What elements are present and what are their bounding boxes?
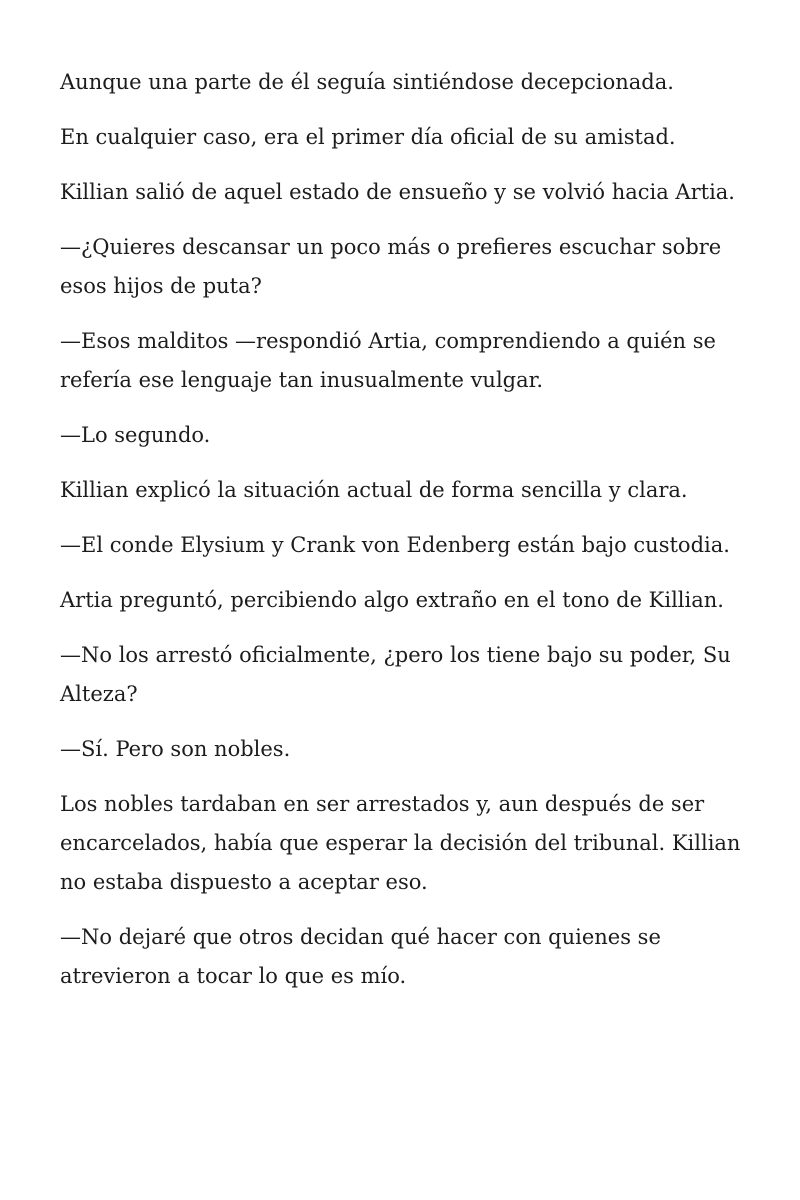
paragraph: —No dejaré que otros decidan qué hacer con quienes se atrevieron a tocar lo que es mío. [60,925,661,988]
paragraph: Artia preguntó, percibiendo algo extraño en el tono de Killian. [60,588,724,612]
paragraph: Killian salió de aquel estado de ensueño y se volvió hacia Artia. [60,180,735,204]
paragraph: —No los arrestó oficialmente, ¿pero los tiene bajo su poder, Su Alteza? [60,643,731,706]
paragraph: Killian explicó la situación actual de forma sencilla y clara. [60,478,688,502]
document-page [60,63,750,1012]
paragraph: En cualquier caso, era el primer día oficial de su amistad. [60,125,676,149]
paragraph: Aunque una parte de él seguía sintiéndose decepcionada. [60,70,674,94]
paragraph: —Sí. Pero son nobles. [60,737,291,761]
paragraph: —Lo segundo. [60,423,211,447]
paragraph: —Esos malditos —respondió Artia, comprendiendo a quién se refería ese lenguaje tan inusualmente vulgar. [60,329,716,392]
paragraph: —¿Quieres descansar un poco más o prefieres escuchar sobre esos hijos de puta? [60,235,722,298]
paragraph: Los nobles tardaban en ser arrestados y, aun después de ser encarcelados, había que esperar la decisión del tribunal. Killian no estaba dispuesto a aceptar eso. [60,792,741,894]
paragraph: —El conde Elysium y Crank von Edenberg están bajo custodia. [60,533,730,557]
